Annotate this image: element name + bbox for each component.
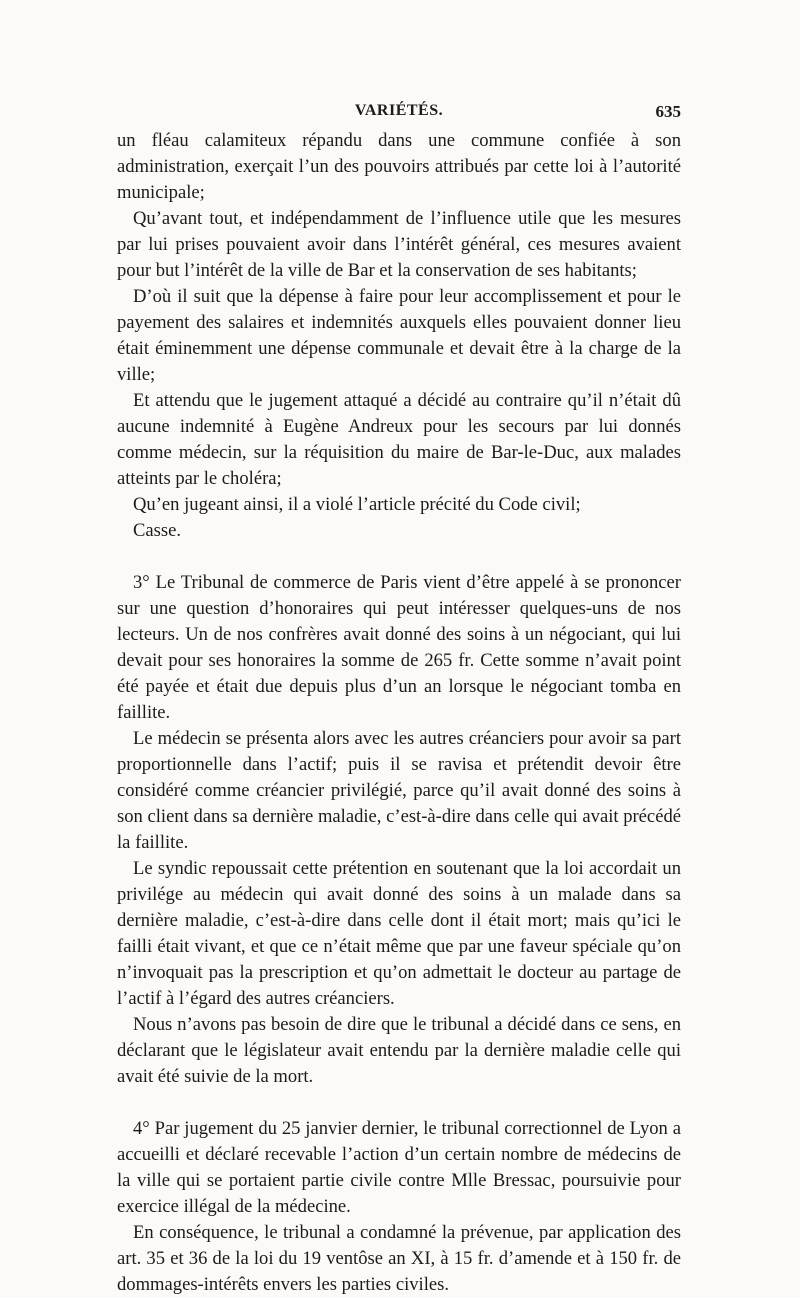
paragraph: Et attendu que le jugement attaqué a décidé au contraire qu’il n’était dû aucune indemnité à Eugène Andreux pour les secours par lui donnés comme médecin, sur la réquisition du maire de Bar-le-Duc, aux malades atteints par le choléra; <box>117 390 681 489</box>
paragraph: Qu’avant tout, et indépendamment de l’influence utile que les mesures par lui prises pouvaient avoir dans l’intérêt général, ces mesures avaient pour but l’intérêt de la ville de Bar et la conservation de ses habitants; <box>117 208 681 281</box>
section-paragraph: 4° Par jugement du 25 janvier dernier, le tribunal correctionnel de Lyon a accueilli et déclaré recevable l’action d’un certain nombre de médecins de la ville qui se portaient partie civile contre Mlle Bressac, poursuivie pour exercice illégal de la médecine. <box>117 1118 681 1217</box>
body-text <box>117 128 681 1298</box>
section-paragraph: 3° Le Tribunal de commerce de Paris vient d’être appelé à se prononcer sur une question d’honoraires qui peut intéresser quelques-uns de nos lecteurs. Un de nos confrères avait donné des soins à un négociant, qui lui devait pour ses honoraires la somme de 265 fr. Cette somme n’avait point été payée et était due depuis plus d’un an lorsque le négociant tomba en faillite. <box>117 572 681 723</box>
running-title: VARIÉTÉS. <box>354 102 444 119</box>
paragraph: Qu’en jugeant ainsi, il a violé l’article précité du Code civil; <box>133 494 581 515</box>
paragraph: D’où il suit que la dépense à faire pour leur accomplissement et pour le payement des salaires et indemnités auxquels elles pouvaient donner lieu était éminemment une dépense communale et devait être à la charge de la ville; <box>117 286 681 385</box>
paragraph: Le médecin se présenta alors avec les autres créanciers pour avoir sa part proportionnelle dans l’actif; puis il se ravisa et prétendit devoir être considéré comme créancier privilégié, parce qu’il avait donné des soins à son client dans sa dernière maladie, c’est-à-dire dans celle qui avait précédé la faillite. <box>117 728 681 853</box>
page-number: 635 <box>655 102 681 121</box>
paragraph: Le syndic repoussait cette prétention en soutenant que la loi accordait un privilége au médecin qui avait donné des soins à un malade dans sa dernière maladie, c’est-à-dire dans celle dont il était mort; mais qu’ici le failli était vivant, et que ce n’était même que par une faveur spéciale qu’on n’invoquait pas la prescription et qu’on admettait le docteur au partage de l’actif à l’égard des autres créanciers. <box>117 858 681 1009</box>
page-header <box>117 96 681 126</box>
paragraph: En conséquence, le tribunal a condamné la prévenue, par application des art. 35 et 36 de la loi du 19 ventôse an XI, à 15 fr. d’amende et à 150 fr. de dommages-intérêts envers les parties civiles. <box>117 1222 681 1295</box>
document-page <box>117 96 681 1298</box>
paragraph: Nous n’avons pas besoin de dire que le tribunal a décidé dans ce sens, en déclarant que le législateur avait entendu par la dernière maladie celle qui avait été suivie de la mort. <box>117 1014 681 1087</box>
paragraph: Casse. <box>133 520 182 541</box>
paragraph: un fléau calamiteux répandu dans une commune confiée à son administration, exerçait l’un des pouvoirs attribués par cette loi à l’autorité municipale; <box>117 130 681 203</box>
